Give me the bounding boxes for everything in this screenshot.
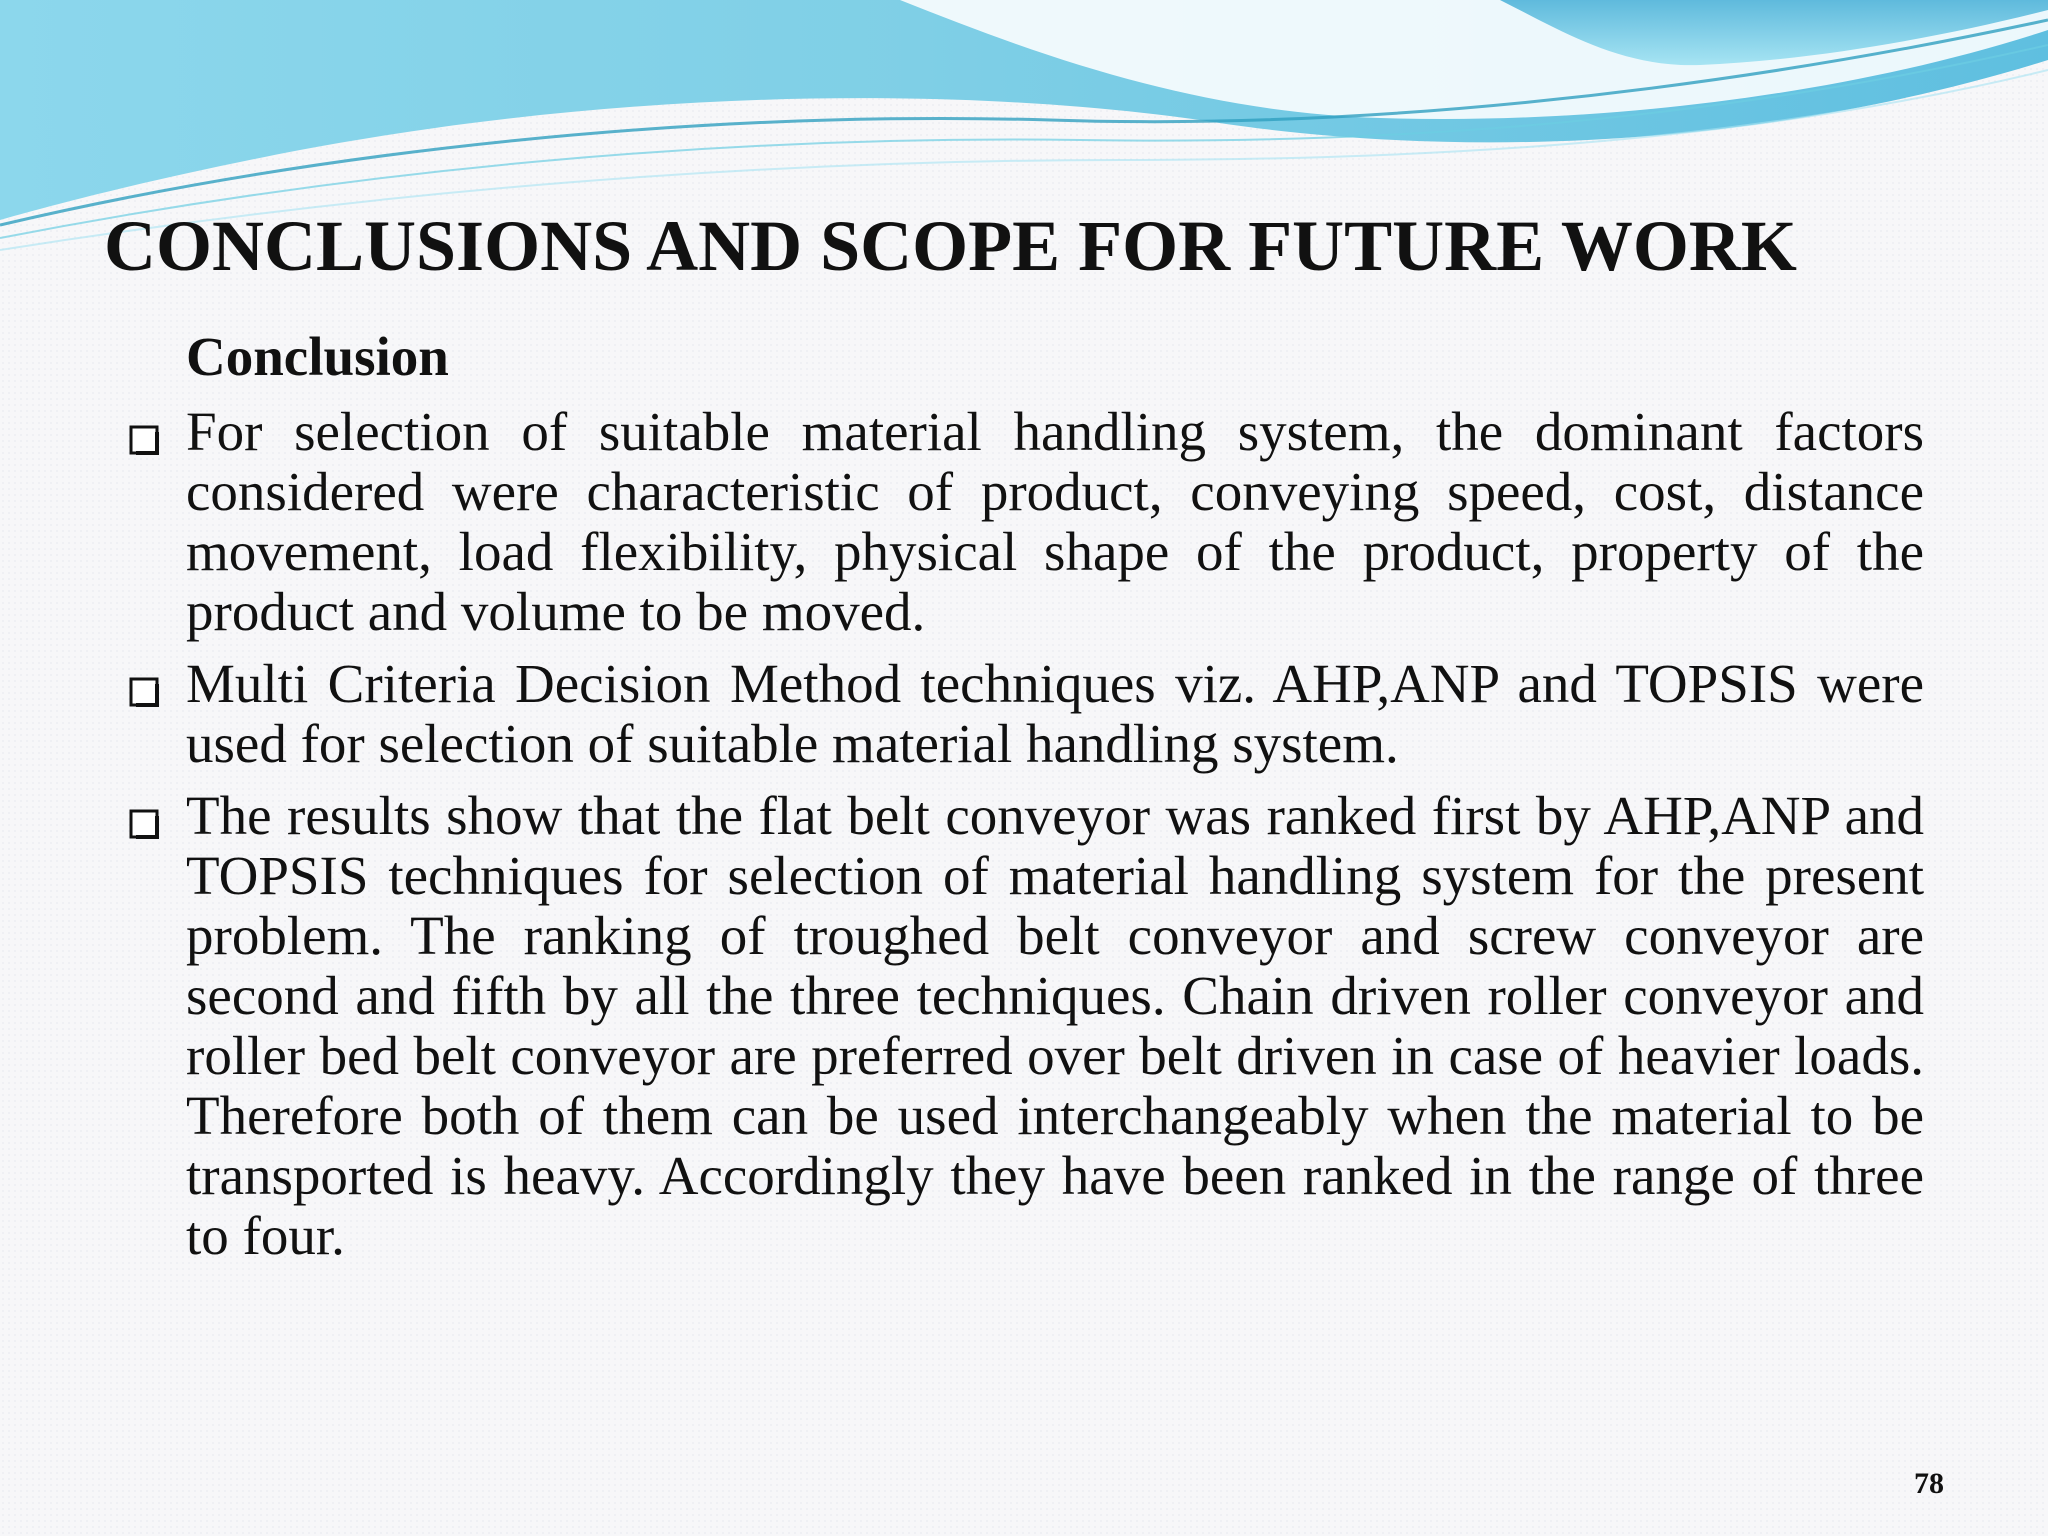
bullet-list: [124, 402, 1924, 1278]
checkbox-bullet-icon: [128, 424, 160, 456]
bullet-text: For selection of suitable material handling system, the dominant factors considered were characteristic of product, conveying speed, cost, distance movement, load flexibility, physical shape of the product, property of the product and volume to be moved.: [186, 401, 1924, 642]
section-subheading: Conclusion: [186, 326, 449, 387]
bullet-text: Multi Criteria Decision Method techniques viz. AHP,ANP and TOPSIS were used for selection of suitable material handling system.: [186, 653, 1924, 774]
list-item: [124, 786, 1924, 1266]
checkbox-bullet-icon: [128, 676, 160, 708]
checkbox-bullet-icon: [128, 808, 160, 840]
bullet-text: The results show that the flat belt conveyor was ranked first by AHP,ANP and TOPSIS techniques for selection of material handling system for the present problem. The ranking of troughed belt conveyor and screw conveyor are second and fifth by all the three techniques. Chain driven roller conveyor and roller bed belt conveyor are preferred over belt driven in case of heavier loads. Therefore both of them can be used interchangeably when the material to be transported is heavy. Accordingly they have been ranked in the range of three to four.: [186, 785, 1924, 1266]
list-item: [124, 654, 1924, 774]
slide-title: CONCLUSIONS AND SCOPE FOR FUTURE WORK: [104, 206, 1797, 286]
list-item: [124, 402, 1924, 642]
page-number: 78: [1914, 1467, 1944, 1500]
